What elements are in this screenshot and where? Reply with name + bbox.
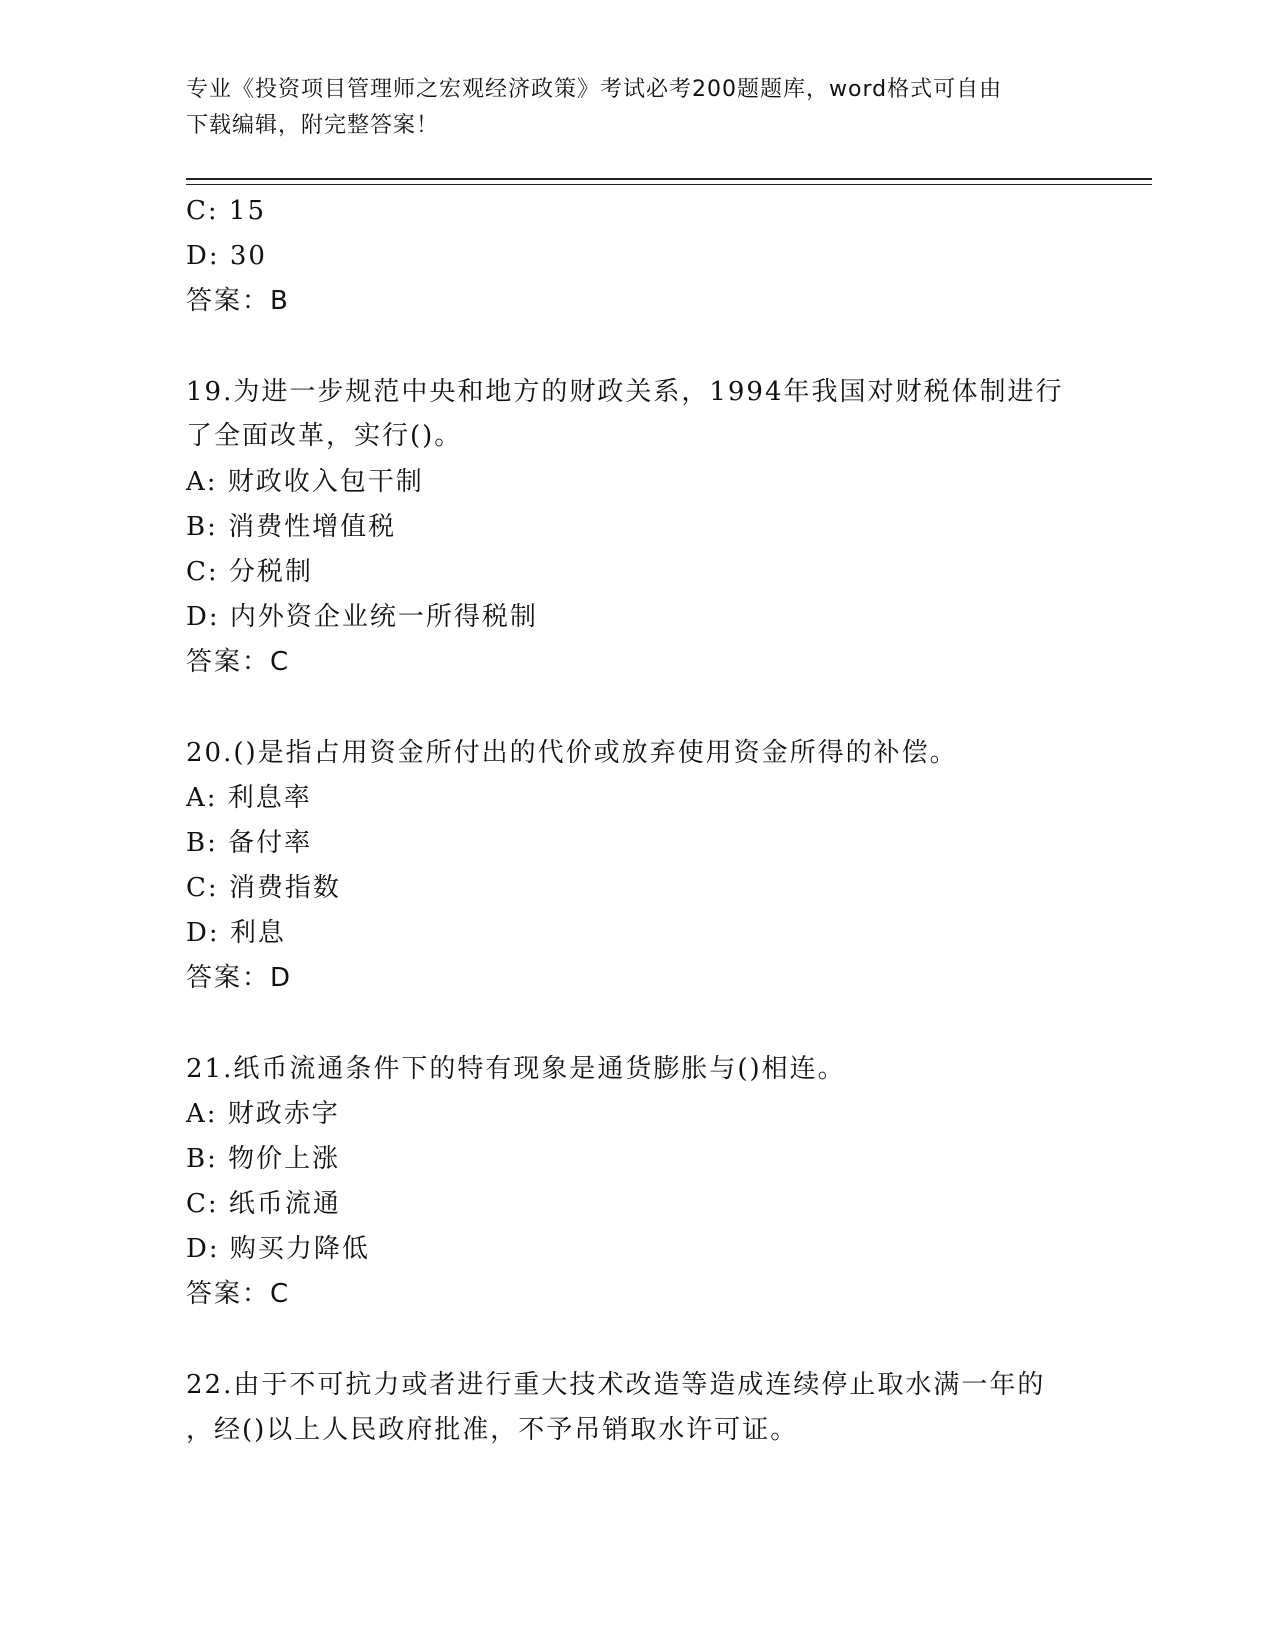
q21-option-b: B: 物价上涨 <box>186 1144 341 1174</box>
q22-stem-line-1: 22.由于不可抗力或者进行重大技术改造等造成连续停止取水满一年的 <box>186 1370 1046 1400</box>
q20-option-a: A: 利息率 <box>186 783 312 813</box>
q22-stem-line-2: ，经()以上人民政府批准，不予吊销取水许可证。 <box>186 1415 799 1445</box>
q21-option-c: C: 纸币流通 <box>186 1189 341 1219</box>
header-divider-thick <box>186 178 1152 180</box>
q21-stem-line-1: 21.纸币流通条件下的特有现象是通货膨胀与()相连。 <box>186 1054 846 1084</box>
q20-stem-line-1: 20.()是指占用资金所付出的代价或放弃使用资金所得的补偿。 <box>186 738 958 768</box>
q20-answer: 答案：D <box>186 963 293 993</box>
prev-option-d: D: 30 <box>186 241 267 271</box>
q21-option-d: D: 购买力降低 <box>186 1234 370 1264</box>
q19-option-b: B: 消费性增值税 <box>186 512 397 542</box>
q20-option-b: B: 备付率 <box>186 828 313 858</box>
header-line-1: 专业《投资项目管理师之宏观经济政策》考试必考200题题库，word格式可自由 <box>186 77 1003 102</box>
q21-answer: 答案：C <box>186 1279 291 1309</box>
q21-option-a: A: 财政赤字 <box>186 1099 340 1129</box>
q19-stem-line-2: 了全面改革，实行()。 <box>186 421 463 451</box>
q19-answer: 答案：C <box>186 647 291 677</box>
prev-answer: 答案：B <box>186 286 290 316</box>
header-divider-thin <box>186 184 1152 185</box>
header-line-2: 下载编辑，附完整答案！ <box>186 113 440 138</box>
prev-option-c: C: 15 <box>186 196 267 226</box>
q19-stem-line-1: 19.为进一步规范中央和地方的财政关系，1994年我国对财税体制进行 <box>186 377 1064 407</box>
document-header <box>186 72 1086 144</box>
q19-option-a: A: 财政收入包干制 <box>186 467 424 497</box>
q20-option-c: C: 消费指数 <box>186 873 341 903</box>
q19-option-c: C: 分税制 <box>186 557 313 587</box>
q19-option-d: D: 内外资企业统一所得税制 <box>186 602 538 632</box>
q20-option-d: D: 利息 <box>186 918 286 948</box>
